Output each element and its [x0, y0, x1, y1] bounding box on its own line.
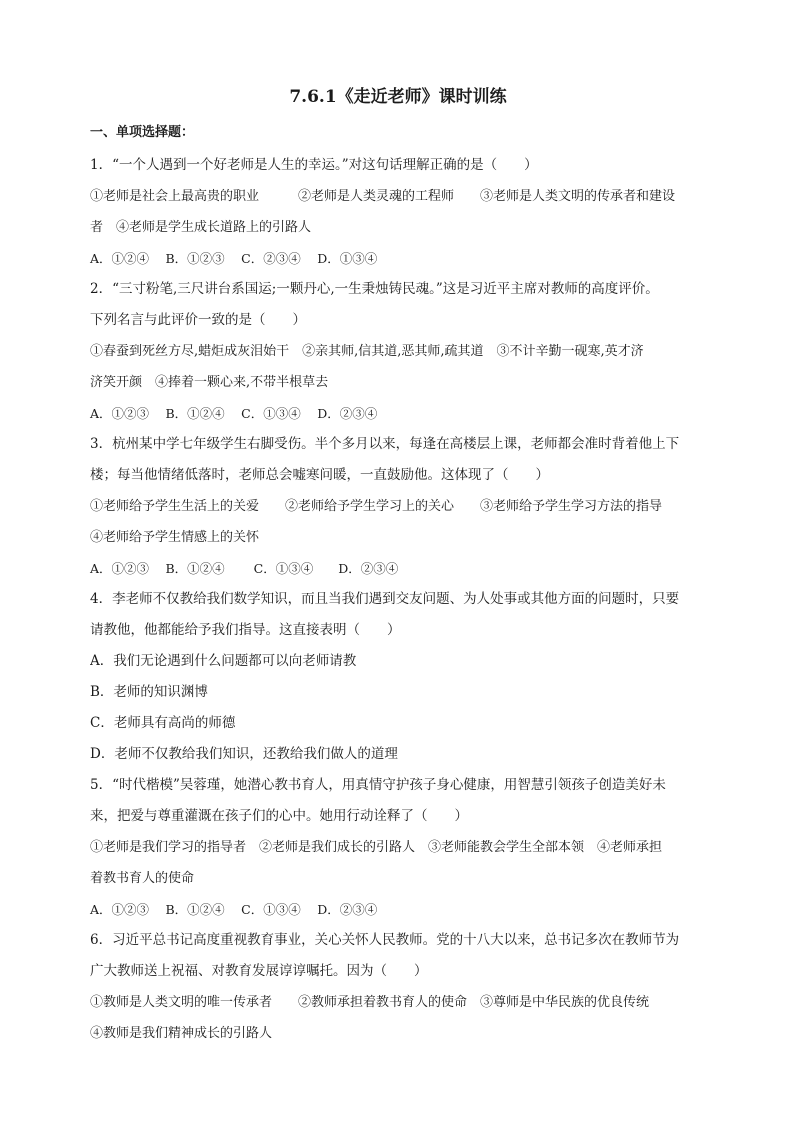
question-4-option-d: D．老师不仅教给我们知识，还教给我们做人的道理: [90, 746, 398, 762]
question-6-choices-line-2: ④教师是我们精神成长的引路人: [90, 1026, 273, 1041]
question-3-stem-line-2: 楼；每当他情绪低落时，老师总会嘘寒问暖，一直鼓励他。这体现了（ ）: [90, 467, 549, 483]
question-4-stem-line-2: 请教他，他都能给予我们指导。这直接表明（ ）: [90, 622, 401, 638]
question-1-stem: 1．“一个人遇到一个好老师是人生的幸运。”对这句话理解正确的是（ ）: [90, 157, 538, 173]
question-2-stem-line-2: 下列名言与此评价一致的是（ ）: [90, 312, 306, 328]
question-1-options: A．①②④ B．①②③ C．②③④ D．①③④: [90, 251, 378, 266]
question-2-stem-line-1: 2．“三寸粉笔,三尺讲台系国运;一颗丹心,一生秉烛铸民魂。”这是习近平主席对教师的高度评价。: [90, 281, 659, 297]
question-3-choices-line-2: ④老师给予学生情感上的关怀: [90, 530, 260, 545]
question-5: [90, 770, 706, 925]
question-4: [90, 584, 706, 770]
question-2-options: A．①②③ B．①②④ C．①③④ D．②③④: [90, 406, 378, 421]
section-heading: 一、单项选择题：: [90, 125, 195, 140]
question-6: [90, 925, 706, 1049]
question-6-choices-line-1: ①教师是人类文明的唯一传承者 ②教师承担着教书育人的使命 ③尊师是中华民族的优良传统: [90, 995, 650, 1010]
question-2-choices-line-2: 济笑开颜 ④捧着一颗心来,不带半根草去: [90, 375, 329, 390]
question-4-option-c: C．老师具有高尚的师德: [90, 715, 236, 731]
question-5-stem-line-1: 5．“时代楷模”吴蓉瑾，她潜心教书育人，用真情守护孩子身心健康，用智慧引领孩子创造美好未: [90, 777, 666, 793]
question-5-stem-line-2: 来，把爱与尊重灌溉在孩子们的心中。她用行动诠释了（ ）: [90, 808, 468, 824]
document-page: [90, 84, 706, 1049]
question-3-choices-line-1: ①老师给予学生生活上的关爱 ②老师给予学生学习上的关心 ③老师给予学生学习方法的指导: [90, 499, 663, 514]
question-5-choices-line-2: 着教书育人的使命: [90, 871, 195, 886]
question-3-stem-line-1: 3．杭州某中学七年级学生右脚受伤。半个多月以来，每逢在高楼层上课，老师都会准时背着他上下: [90, 436, 680, 452]
question-6-stem-line-1: 6．习近平总书记高度重视教育事业，关心关怀人民教师。党的十八大以来，总书记多次在教师节为: [90, 932, 680, 948]
question-5-choices-line-1: ①老师是我们学习的指导者 ②老师是我们成长的引路人 ③老师能教会学生全部本领 ④老师承担: [90, 840, 663, 855]
document-title: 7.6.1《走近老师》课时训练: [289, 87, 507, 107]
question-4-option-b: B．老师的知识渊博: [90, 684, 208, 700]
question-6-stem-line-2: 广大教师送上祝福、对教育发展谆谆嘱托。因为（ ）: [90, 963, 428, 979]
question-1-choices-line-1: ①老师是社会上最高贵的职业 ②老师是人类灵魂的工程师 ③老师是人类文明的传承者和建设: [90, 189, 676, 204]
question-1: [90, 150, 706, 274]
question-1-choices-line-2: 者 ④老师是学生成长道路上的引路人: [90, 220, 312, 235]
question-3-options: A．①②③ B．①②④ C．①③④ D．②③④: [90, 561, 399, 576]
question-4-stem-line-1: 4．李老师不仅教给我们数学知识，而且当我们遇到交友问题、为人处事或其他方面的问题时，只要: [90, 591, 680, 607]
question-3: [90, 429, 706, 584]
question-2: [90, 274, 706, 429]
question-2-choices-line-1: ①春蚕到死丝方尽,蜡炬成灰泪始干 ②亲其师,信其道,恶其师,疏其道 ③不计辛勤一砚寒,英才济: [90, 344, 644, 359]
question-5-options: A．①②③ B．①②④ C．①③④ D．②③④: [90, 902, 378, 917]
question-4-option-a: A．我们无论遇到什么问题都可以向老师请教: [90, 653, 357, 669]
